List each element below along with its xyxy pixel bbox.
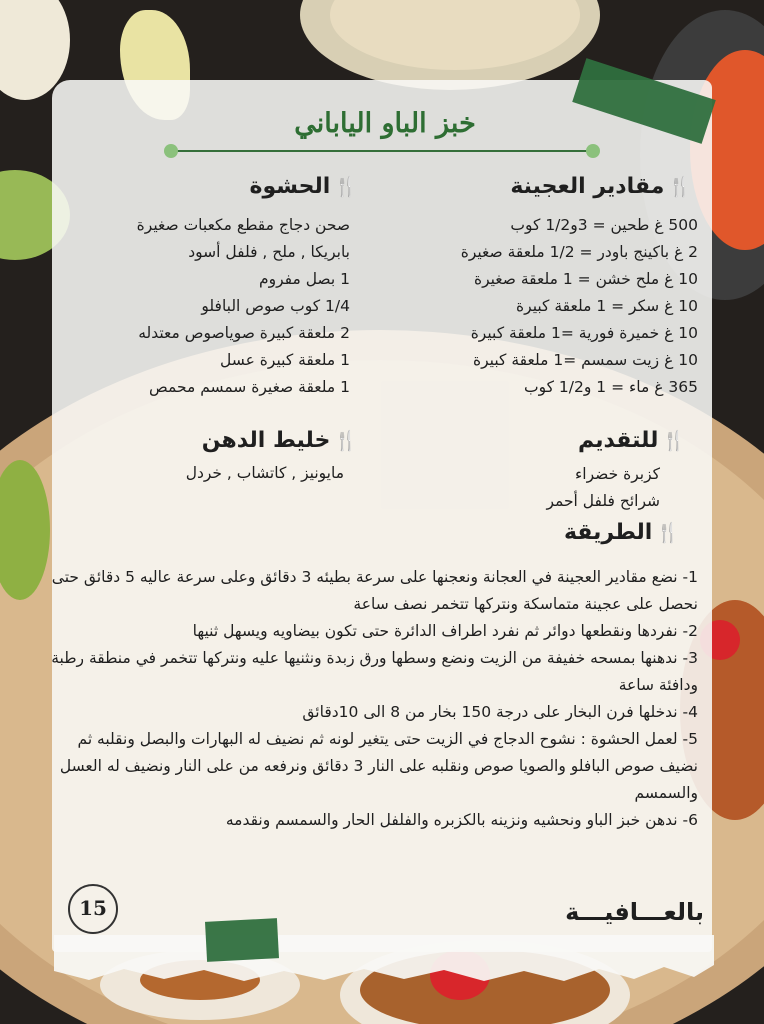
list-item: كزبرة خضراء [574, 465, 660, 483]
tape-bottom [205, 918, 279, 962]
divider-dot-right [586, 144, 600, 158]
list-item: 1 ملعقة كبيرة عسل [220, 351, 350, 369]
list-item: 10 غ سكر = 1 ملعقة كبيرة [516, 297, 698, 315]
method-step: 4- ندخلها فرن البخار على درجة 150 بخار من 8 الى 10دقائق [302, 703, 698, 721]
list-item: صحن دجاج مقطع مكعبات صغيرة [136, 216, 350, 234]
list-item: 10 غ خميرة فورية =1 ملعقة كبيرة [470, 324, 698, 342]
serving-list [546, 461, 660, 515]
spread-heading: 🍴خليط الدهن [201, 428, 358, 453]
fork-knife-icon: 🍴 [656, 522, 680, 544]
fork-knife-icon: 🍴 [334, 430, 358, 452]
channel-badge: 15 [68, 884, 118, 934]
serving-heading: 🍴للتقديم [578, 428, 686, 453]
method-step: 2- نفردها ونقطعها دوائر ثم نفرد اطراف الدائرة حتى تكون بيضاويه ويسهل ثنيها [192, 622, 698, 640]
recipe-title: خبز الباو الياباني [294, 108, 476, 139]
list-item: 2 غ باكينج باودر = 1/2 ملعقة صغيرة [460, 243, 698, 261]
method-heading: 🍴الطريقة [563, 520, 680, 545]
list-item: 500 غ طحين = 3و1/2 كوب [510, 216, 698, 234]
list-item: 1 ملعقة صغيرة سمسم محمص [149, 378, 350, 396]
list-item: 1 بصل مفروم [258, 270, 350, 288]
list-item: 10 غ ملح خشن = 1 ملعقة صغيرة [473, 270, 698, 288]
list-item: 1/4 كوب صوص البافلو [201, 297, 350, 315]
filling-heading: 🍴الحشوة [249, 174, 358, 199]
closing-signoff: بالعـــافيـــة [565, 898, 704, 926]
method-step: 5- لعمل الحشوة : نشوح الدجاج في الزيت حتى يتغير لونه ثم نضيف له البهارات والبصل ونقلبه ثم نضيف صوص البافلو والصويا صوص ونقلبه على النار 3 دقائق ونرفعه من على النار ونضيف له العسل والسمسم [59, 730, 698, 802]
list-item: 2 ملعقة كبيرة صوياصوص معتدله [138, 324, 350, 342]
fork-knife-icon: 🍴 [662, 430, 686, 452]
divider-dot-left [164, 144, 178, 158]
list-item: مايونيز , كاتشاب , خردل [185, 464, 344, 482]
list-item: بابريكا , ملح , فلفل أسود [188, 243, 350, 261]
list-item: شرائح فلفل أحمر [546, 492, 660, 510]
spread-list [186, 460, 344, 487]
list-item: 10 غ زيت سمسم =1 ملعقة كبيرة [473, 351, 698, 369]
dough-list [461, 212, 698, 401]
fork-knife-icon: 🍴 [668, 176, 692, 198]
method-steps [48, 564, 698, 834]
method-step: 6- ندهن خبز الباو ونحشيه ونزينه بالكزبره والفلفل الحار والسمسم ونقدمه [225, 811, 698, 829]
fork-knife-icon: 🍴 [334, 176, 358, 198]
title-divider [172, 150, 596, 152]
method-step: 1- نضع مقادير العجينة في العجانة ونعجنها على سرعة بطيئه 3 دقائق وعلى سرعة عاليه 5 دقائق حتى نحصل على عجينة متماسكة ونتركها تتخمر نصف ساعة [51, 568, 698, 613]
torn-paper-edge [54, 935, 714, 985]
method-step: 3- ندهنها بمسحه خفيفة من الزيت ونضع وسطها ورق زبدة ونثنيها عليه ونتركها تتخمر في منطقة رطبة ودافئة ساعة [51, 649, 698, 694]
filling-list [137, 212, 350, 401]
dough-heading: 🍴مقادير العجينة [510, 174, 692, 199]
list-item: 365 غ ماء = 1 و1/2 كوب [523, 378, 698, 396]
